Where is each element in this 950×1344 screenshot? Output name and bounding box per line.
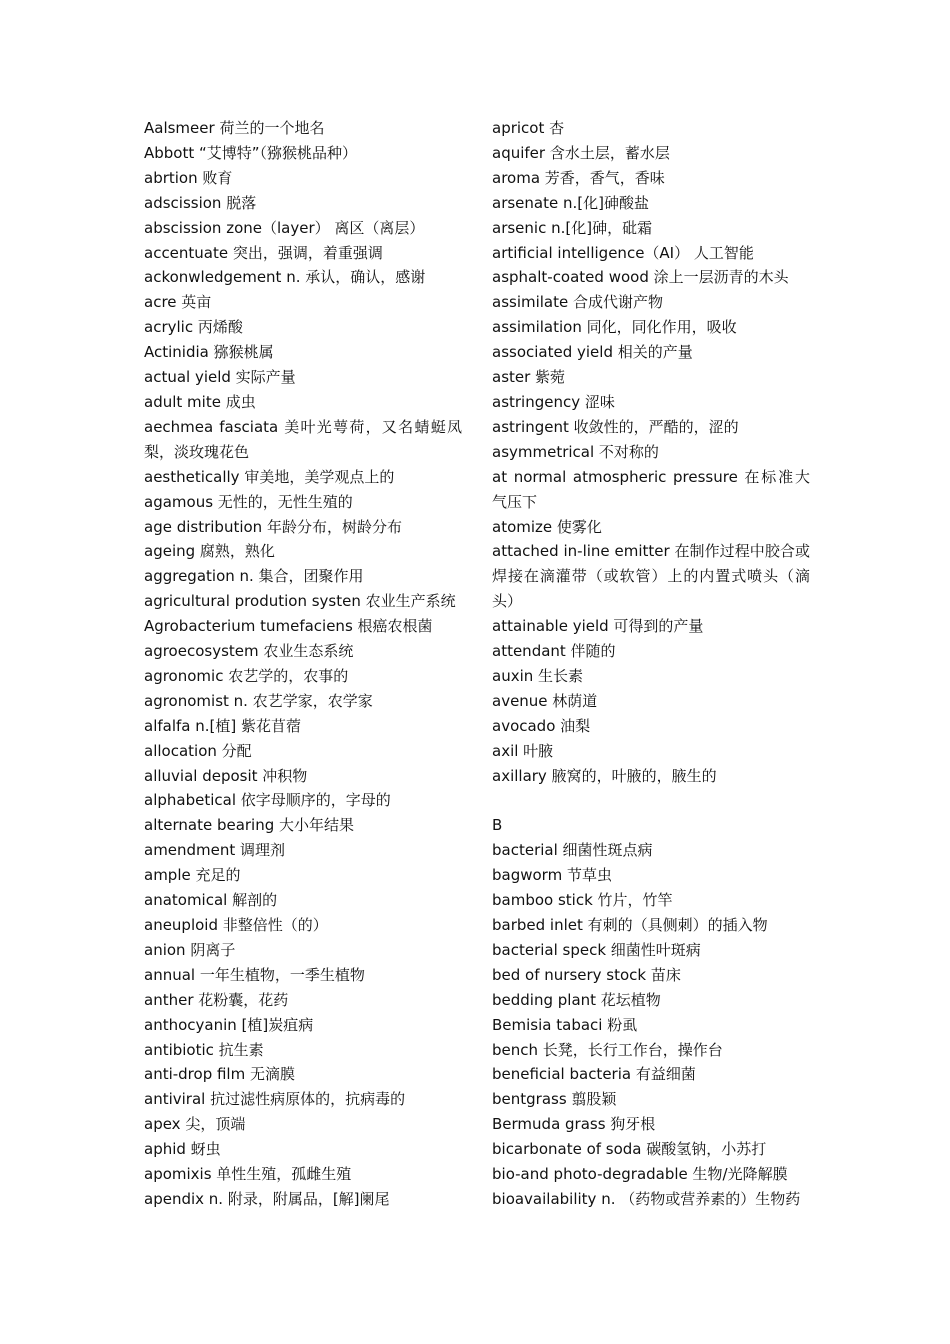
section-heading-b: B	[492, 816, 503, 835]
glossary-entry: attainable yield 可得到的产量	[492, 617, 704, 636]
glossary-entry: annual 一年生植物，一季生植物	[144, 965, 365, 984]
glossary-entry: agronomic 农艺学的，农事的	[144, 666, 349, 685]
glossary-entry: amendment 调理剂	[144, 841, 286, 860]
glossary-entry: aroma 芳香，香气，香味	[492, 168, 665, 187]
glossary-entry: anatomical 解剖的	[144, 891, 278, 910]
glossary-entry: astringent 收敛性的，严酷的，涩的	[492, 417, 739, 436]
glossary-entry: anther 花粉囊，花药	[144, 990, 289, 1009]
glossary-entry: axillary 腋窝的，叶腋的，腋生的	[492, 766, 717, 785]
glossary-entry: bedding plant 花坛植物	[492, 990, 661, 1009]
glossary-entry: bio-and photo-degradable 生物/光降解膜	[492, 1165, 788, 1184]
glossary-entry: asymmetrical 不对称的	[492, 442, 659, 461]
glossary-entry: adult mite 成虫	[144, 392, 256, 411]
glossary-entry: bamboo stick 竹片，竹竿	[492, 891, 673, 910]
glossary-entry: abscission zone（layer） 离区（离层）	[144, 218, 425, 237]
glossary-entry: Actinidia 猕猴桃属	[144, 343, 274, 362]
glossary-entry: Aalsmeer 荷兰的一个地名	[144, 119, 325, 137]
glossary-entry: beneficial bacteria 有益细菌	[492, 1065, 696, 1084]
glossary-entry: apendix n. 附录，附属品，[解]阑尾	[144, 1189, 390, 1208]
glossary-entry: agroecosystem 农业生态系统	[144, 642, 354, 661]
glossary-entry: axil 叶腋	[492, 741, 554, 760]
glossary-entry: bed of nursery stock 苗床	[492, 965, 681, 984]
glossary-entry: age distribution 年龄分布，树龄分布	[144, 517, 402, 536]
glossary-entry: bentgrass 翦股颖	[492, 1090, 617, 1109]
glossary-entry: aster 紫菀	[492, 368, 566, 387]
glossary-entry: anion 阴离子	[144, 940, 236, 959]
glossary-entry: assimilate 合成代谢产物	[492, 293, 664, 312]
glossary-entry: ample 充足的	[144, 866, 241, 885]
glossary-entry: aquifer 含水土层，蓄水层	[492, 143, 670, 162]
glossary-entry: avocado 油梨	[492, 716, 591, 735]
glossary-entry: bioavailability n. （药物或营养素的）生物药	[492, 1189, 801, 1208]
glossary-entry: ageing 腐熟，熟化	[144, 542, 275, 561]
glossary-entry: asphalt-coated wood 涂上一层沥青的木头	[492, 268, 789, 287]
glossary-entry: acre 英亩	[144, 293, 212, 312]
glossary-entry: actual yield 实际产量	[144, 368, 296, 387]
glossary-entry: aechmea fasciata 美叶光萼荷，又名蜻蜓凤梨，淡玫瑰花色	[144, 417, 462, 461]
glossary-entry: bench 长凳，长行工作台，操作台	[492, 1040, 723, 1059]
glossary-entry: aggregation n. 集合，团聚作用	[144, 567, 364, 586]
glossary-entry: apomixis 单性生殖，孤雌生殖	[144, 1165, 352, 1184]
glossary-column-right	[492, 116, 810, 1212]
glossary-entry: arsenic n.[化]砷，砒霜	[492, 218, 653, 237]
glossary-entry: anti-drop film 无滴膜	[144, 1065, 295, 1084]
glossary-entry: antibiotic 抗生素	[144, 1040, 264, 1059]
glossary-entry: Bemisia tabaci 粉虱	[492, 1015, 638, 1034]
glossary-entry: anthocyanin [植]炭疽病	[144, 1015, 314, 1034]
glossary-entry: auxin 生长素	[492, 666, 584, 685]
glossary-entry: allocation 分配	[144, 741, 252, 760]
glossary-entry: bicarbonate of soda 碳酸氢钠，小苏打	[492, 1140, 767, 1159]
glossary-entry: apex 尖，顶端	[144, 1115, 246, 1134]
glossary-entry: agricultural prodution systen 农业生产系统	[144, 592, 456, 611]
glossary-entry: assimilation 同化，同化作用，吸收	[492, 318, 737, 337]
glossary-entry: barbed inlet 有刺的（具侧刺）的插入物	[492, 915, 768, 934]
glossary-entry: arsenate n.[化]砷酸盐	[492, 193, 649, 212]
glossary-entry	[492, 788, 810, 813]
glossary-entry: astringency 涩味	[492, 392, 615, 411]
glossary-entry: acrylic 丙烯酸	[144, 318, 243, 337]
glossary-entry: abrtion 败育	[144, 168, 233, 187]
glossary-entry: ackonwledgement n. 承认，确认，感谢	[144, 268, 426, 287]
glossary-entry: alluvial deposit 冲积物	[144, 766, 308, 785]
glossary-entry: alphabetical 依字母顺序的，字母的	[144, 791, 391, 810]
glossary-entry: alternate bearing 大小年结果	[144, 816, 355, 835]
glossary-column-left	[144, 116, 462, 1212]
glossary-entry: atomize 使雾化	[492, 517, 602, 536]
glossary-entry: aphid 蚜虫	[144, 1140, 221, 1159]
glossary-entry: bacterial 细菌性斑点病	[492, 841, 653, 860]
glossary-entry: adscission 脱落	[144, 193, 257, 212]
glossary-entry: alfalfa n.[植] 紫花苜蓿	[144, 716, 301, 735]
glossary-entry: attached in-line emitter 在制作过程中胶合或焊接在滴灌带（或软管）上的内置式喷头（滴头）	[492, 542, 810, 611]
glossary-entry: bagworm 节草虫	[492, 866, 612, 885]
glossary-entry: aneuploid 非整倍性（的）	[144, 916, 328, 934]
glossary-entry: agronomist n. 农艺学家，农学家	[144, 691, 373, 710]
glossary-entry: antiviral 抗过滤性病原体的，抗病毒的	[144, 1090, 406, 1109]
glossary-entry: agamous 无性的，无性生殖的	[144, 492, 353, 511]
glossary-entry: artificial intelligence（AI） 人工智能	[492, 243, 754, 262]
glossary-entry: attendant 伴随的	[492, 642, 616, 661]
glossary-entry: Agrobacterium tumefaciens 根癌农根菌	[144, 617, 433, 636]
glossary-entry: bacterial speck 细菌性叶斑病	[492, 940, 701, 959]
glossary-entry: avenue 林荫道	[492, 691, 598, 710]
glossary-entry: aesthetically 审美地，美学观点上的	[144, 467, 395, 486]
glossary-entry: associated yield 相关的产量	[492, 343, 693, 362]
glossary-entry: accentuate 突出，强调，着重强调	[144, 243, 383, 262]
glossary-entry: Abbott “艾博特”（猕猴桃品种）	[144, 143, 358, 162]
glossary-entry: Bermuda grass 狗牙根	[492, 1115, 656, 1134]
glossary-entry: apricot 杏	[492, 119, 565, 137]
glossary-entry: at normal atmospheric pressure 在标准大气压下	[492, 467, 810, 511]
